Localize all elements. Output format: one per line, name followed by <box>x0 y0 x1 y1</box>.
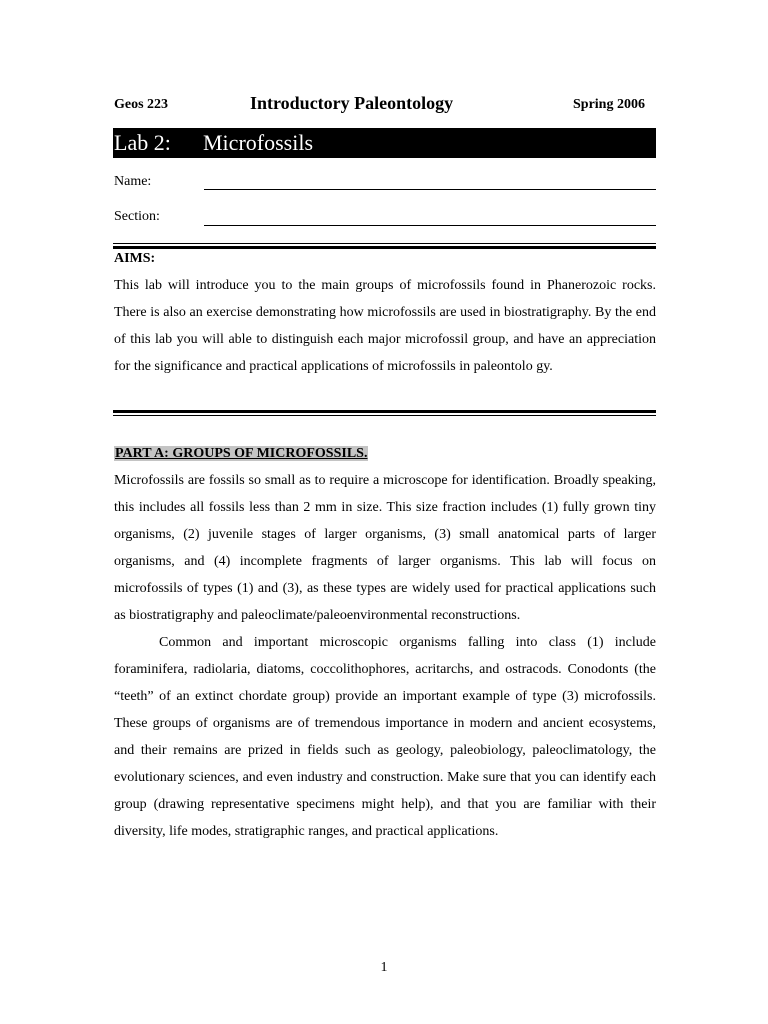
part-a-paragraph-1: Microfossils are fossils so small as to require a microscope for identification. Broadly speaking, this includes all fossils less than 2 mm in size. This size fraction includes (1) fully grown tiny organisms, (2) juvenile stages of larger organisms, (3) small anatomical parts of larger organisms, and (4) incomplete fragments of larger organisms. This lab will focus on microfossils of types (1) and (3), as these types are widely used for practical applications such as biostratigraphy and paleoclimate/paleoenvironmental reconstructions. <box>114 473 656 623</box>
name-field[interactable] <box>204 189 656 190</box>
lab-title: Microfossils <box>203 130 313 155</box>
page-number: 1 <box>380 960 388 975</box>
course-title: Introductory Paleontology <box>250 93 454 113</box>
part-a-body <box>114 467 656 845</box>
aims-heading: AIMS: <box>114 251 156 266</box>
name-label: Name: <box>114 174 152 189</box>
lab-number: Lab 2: <box>114 130 171 155</box>
aims-text: This lab will introduce you to the main groups of microfossils found in Phanerozoic rocks. There is also an exercise demonstrating how microfossils are used in biostratigraphy. By the end of this lab you will able to distinguish each major microfossil group, and have an appreciation for the significance and practical applications of microfossils in paleontolo gy. <box>114 278 656 374</box>
aims-paragraph <box>114 272 656 380</box>
part-a-heading-text: PART A: GROUPS OF MICROFOSSILS. <box>115 446 368 461</box>
course-code: Geos 223 <box>114 97 169 112</box>
term-label: Spring 2006 <box>573 97 645 112</box>
lab-title-bar <box>113 128 656 158</box>
section-label: Section: <box>114 209 160 224</box>
section-field[interactable] <box>204 225 656 226</box>
part-a-heading <box>114 446 368 462</box>
part-a-paragraph-2: Common and important microscopic organisms falling into class (1) include foraminifera, radiolaria, diatoms, coccolithophores, acritarchs, and ostracods. Conodonts (the “teeth” of an extinct chordate group) provide an important example of type (3) microfossils. These groups of organisms are of tremendous importance in modern and ancient ecosystems, and their remains are prized in fields such as geology, paleobiology, paleoclimatology, the evolutionary sciences, and even industry and construction. Make sure that you can identify each group (drawing representative specimens might help), and that you are familiar with their diversity, life modes, stratigraphic ranges, and practical applications. <box>114 635 656 839</box>
